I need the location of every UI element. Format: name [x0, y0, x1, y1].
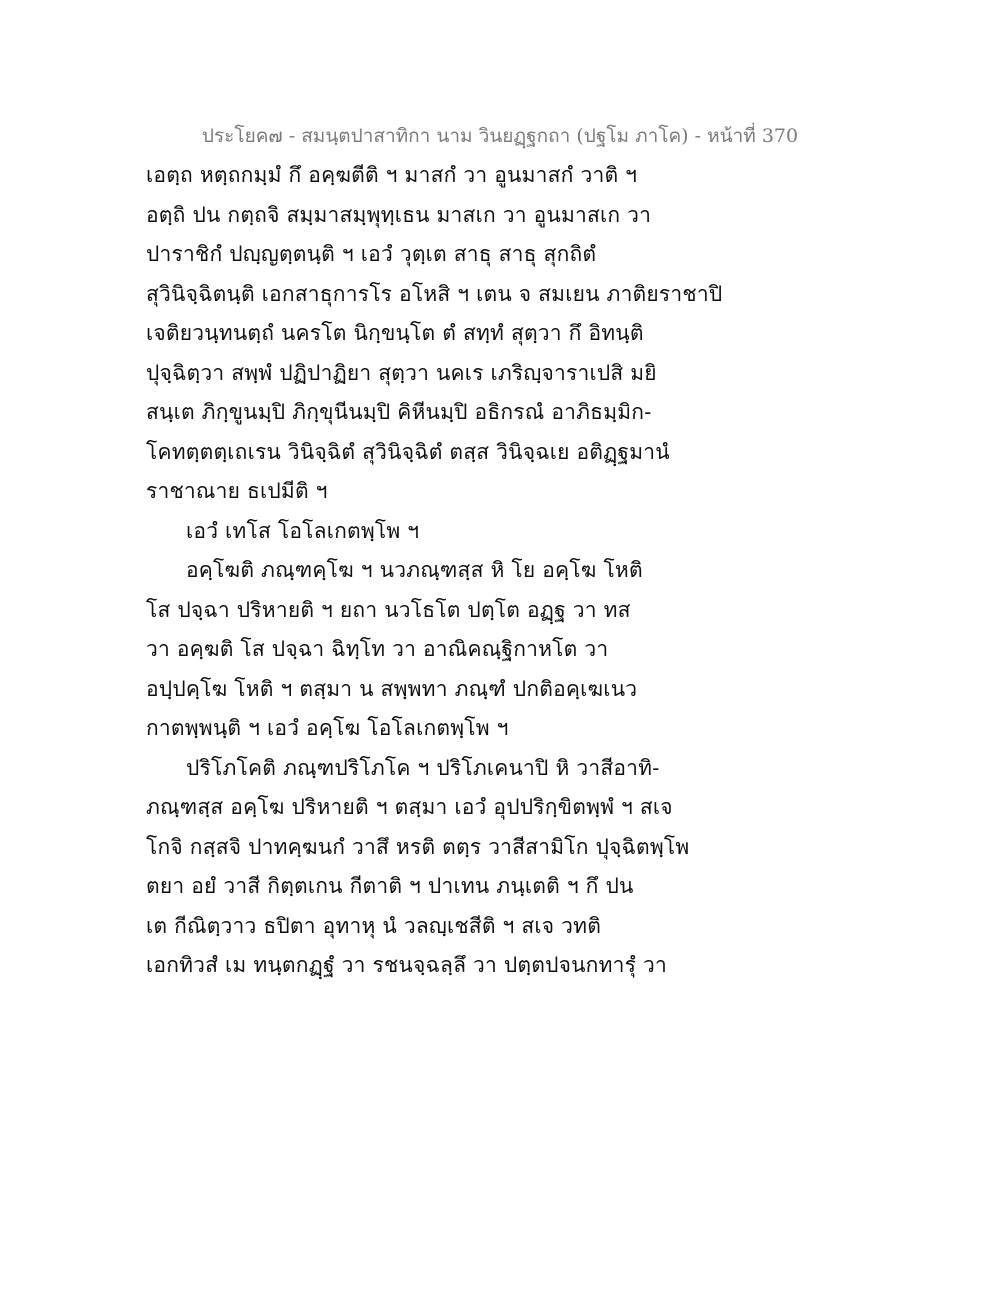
- text-line: เต กีณิตฺวาว ธปิตา อุทาหุ นํ วลญฺเชสีติ ฯ สเจ วทติ: [146, 913, 602, 938]
- body-text: [146, 156, 866, 986]
- text-line: ภณฺฑสฺส อคฺโฆ ปริหายติ ฯ ตสฺมา เอวํ อุปปริกฺขิตพฺพํ ฯ สเจ: [146, 795, 673, 819]
- text-line: สนฺเต ภิกฺขูนมฺปิ ภิกฺขุนีนมฺปิ คิหีนมฺปิ อธิกรณํ อาภิธมฺมิก-: [146, 400, 652, 424]
- text-line: โกจิ กสฺสจิ ปาทคฺฆนกํ วาสึ หรติ ตตฺร วาสีสามิโก ปุจฺฉิตพฺโพ: [146, 834, 690, 859]
- text-line: สุวินิจฺฉิตนฺติ เอกสาธุการโร อโหสิ ฯ เตน จ สมเยน ภาติยราชาปิ: [146, 281, 723, 306]
- text-line: วา อคฺฆติ โส ปจฺฉา ฉิทฺโท วา อาณิคณฺฐิกาหโต วา: [146, 637, 609, 661]
- paragraph-first-line: เอวํ เทโส โอโลเกตพฺโพ ฯ: [186, 518, 420, 543]
- text-line: ตยา อยํ วาสี กิตฺตเกน กีตาติ ฯ ปาเทน ภนฺเตติ ฯ กึ ปน: [146, 874, 634, 898]
- page-header: ประโยค๗ - สมนฺตปาสาทิกา นาม วินยฏฺฐกถา (ปฐโม ภาโค) - หน้าที่ 370: [201, 125, 799, 147]
- text-line: กาตพฺพนฺติ ฯ เอวํ อคฺโฆ โอโลเกตพฺโพ ฯ: [146, 716, 509, 740]
- text-line: ปาราชิกํ ปญฺญตฺตนฺติ ฯ เอวํ วุตฺเต สาธุ สาธุ สุกถิตํ: [146, 242, 597, 266]
- text-line: เอกทิวสํ เม ทนฺตกฏฺฐํ วา รชนจฺฉลฺลึ วา ปตฺตปจนกทารุํ วา: [146, 953, 667, 977]
- text-line: ปุจฺฉิตฺวา สพฺพํ ปฏิปาฏิยา สุตฺวา นคเร เภริญฺจาราเปสิ มยิ: [146, 360, 657, 385]
- paragraph-first-line: ปริโภโคติ ภณฺฑปริโภโค ฯ ปริโภเคนาปิ หิ วาสีอาทิ-: [186, 755, 660, 780]
- text-line: โส ปจฺฉา ปริหายติ ฯ ยถา นวโธโต ปตฺโต อฏฺฐ วา ทส: [146, 597, 631, 622]
- text-line: ราชาณาย ธเปมีติ ฯ: [146, 479, 328, 503]
- text-line: โคทตฺตตฺเถเรน วินิจฺฉิตํ สุวินิจฺฉิตํ ตสฺส วินิจฺฉเย อติฏฺฐมานํ: [146, 439, 670, 464]
- paragraph-first-line: อคฺโฆติ ภณฺฑคฺโฆ ฯ นวภณฺฑสฺส หิ โย อคฺโฆ โหติ: [186, 558, 643, 582]
- text-line: เจติยวนฺทนตฺถํ นครโต นิกฺขนฺโต ตํ สทฺทํ สุตฺวา กึ อิทนฺติ: [146, 321, 644, 345]
- text-line: เอตฺถ หตฺถกมฺมํ กึ อคฺฆตีติ ฯ มาสกํ วา อูนมาสกํ วาติ ฯ: [146, 163, 638, 187]
- text-line: อตฺถิ ปน กตฺถจิ สมฺมาสมฺพุทฺเธน มาสเก วา อูนมาสเก วา: [146, 202, 652, 227]
- text-line: อปฺปคฺโฆ โหติ ฯ ตสฺมา น สพฺพทา ภณฺฑํ ปกติอคฺเฆเนว: [146, 676, 638, 701]
